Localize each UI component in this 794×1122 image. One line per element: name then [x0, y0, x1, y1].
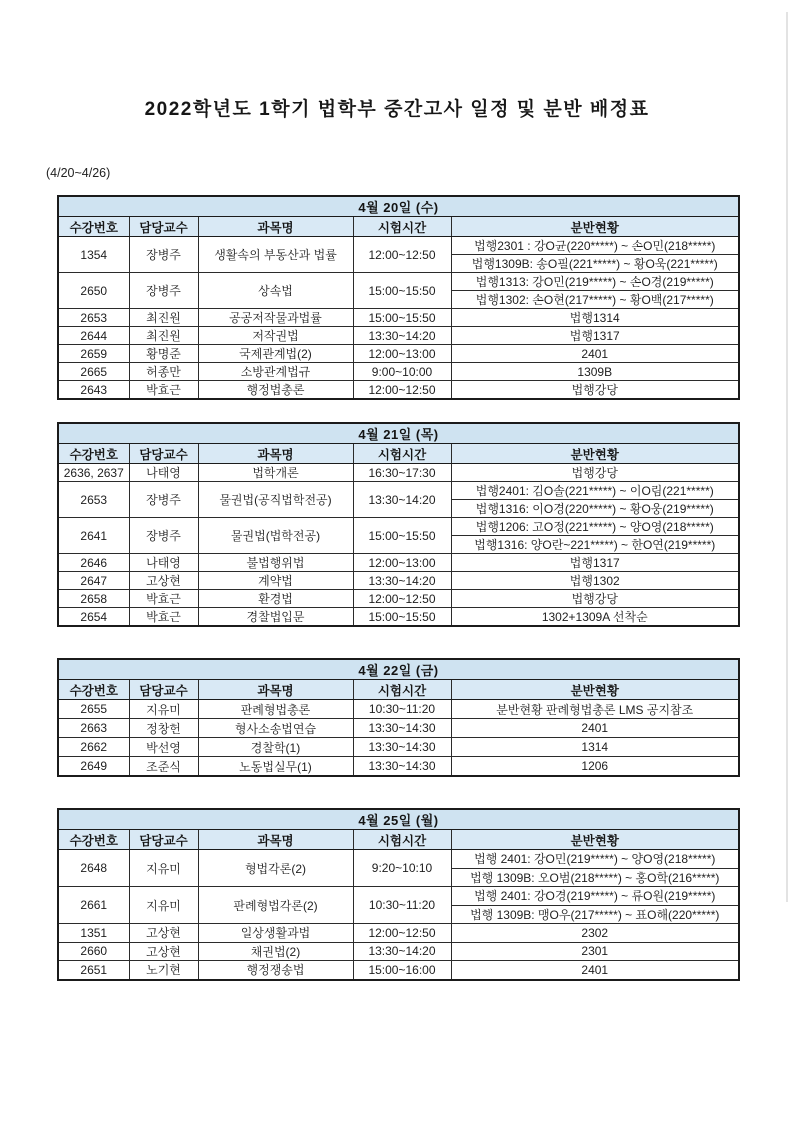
professor-cell: 박효근	[129, 590, 198, 608]
date-band: 4월 21일 (목)	[58, 423, 739, 444]
professor-cell: 박효근	[129, 381, 198, 400]
subject-cell: 판례형법총론	[198, 700, 353, 719]
course-row	[58, 738, 739, 757]
course-row	[58, 757, 739, 777]
subject-cell: 소방관계법규	[198, 363, 353, 381]
column-header: 분반현황	[451, 830, 739, 850]
time-cell: 13:30~14:30	[353, 719, 451, 738]
column-header: 담당교수	[129, 680, 198, 700]
column-header: 분반현황	[451, 444, 739, 464]
course-number-cell: 2643	[58, 381, 129, 400]
professor-cell: 지유미	[129, 700, 198, 719]
column-header: 수강번호	[58, 830, 129, 850]
professor-cell: 조준식	[129, 757, 198, 777]
time-cell: 16:30~17:30	[353, 464, 451, 482]
course-row	[58, 518, 739, 536]
subject-cell: 법학개론	[198, 464, 353, 482]
section-cell: 분반현황 판례형법총론 LMS 공지참조	[451, 700, 739, 719]
section-cell: 법행1317	[451, 327, 739, 345]
subject-cell: 형사소송법연습	[198, 719, 353, 738]
course-row	[58, 237, 739, 255]
course-row	[58, 482, 739, 500]
exam-table-apr20	[57, 195, 738, 400]
time-cell: 10:30~11:20	[353, 887, 451, 924]
time-cell: 13:30~14:20	[353, 482, 451, 518]
section-cell: 법행1309B: 송O필(221*****) ~ 황O욱(221*****)	[451, 255, 739, 273]
column-header-row	[58, 217, 739, 237]
professor-cell: 허종만	[129, 363, 198, 381]
date-range-note: (4/20~4/26)	[46, 166, 111, 180]
section-cell: 법행1313: 강O민(219*****) ~ 손O경(219*****)	[451, 273, 739, 291]
time-cell: 12:00~13:00	[353, 554, 451, 572]
section-cell: 법행1302	[451, 572, 739, 590]
course-row	[58, 572, 739, 590]
section-cell: 법행2401: 김O솔(221*****) ~ 이O림(221*****)	[451, 482, 739, 500]
column-header: 과목명	[198, 444, 353, 464]
professor-cell: 장병주	[129, 482, 198, 518]
course-row	[58, 700, 739, 719]
subject-cell: 상속법	[198, 273, 353, 309]
professor-cell: 박효근	[129, 608, 198, 627]
subject-cell: 계약법	[198, 572, 353, 590]
course-number-cell: 2647	[58, 572, 129, 590]
subject-cell: 물권법(법학전공)	[198, 518, 353, 554]
course-row	[58, 363, 739, 381]
exam-schedule-table	[57, 195, 740, 400]
professor-cell: 장병주	[129, 273, 198, 309]
section-cell: 법행강당	[451, 464, 739, 482]
course-number-cell: 2648	[58, 850, 129, 887]
course-number-cell: 2659	[58, 345, 129, 363]
exam-schedule-table	[57, 422, 740, 627]
section-cell: 2401	[451, 961, 739, 980]
course-row	[58, 327, 739, 345]
column-header: 시험시간	[353, 217, 451, 237]
time-cell: 15:00~15:50	[353, 518, 451, 554]
column-header: 시험시간	[353, 830, 451, 850]
time-cell: 13:30~14:20	[353, 572, 451, 590]
page-title: 2022학년도 1학기 법학부 중간고사 일정 및 분반 배정표	[144, 99, 650, 120]
section-cell: 법행 1309B: 오O범(218*****) ~ 홍O학(216*****)	[451, 868, 739, 887]
date-band: 4월 22일 (금)	[58, 659, 739, 680]
professor-cell: 지유미	[129, 887, 198, 924]
time-cell: 12:00~12:50	[353, 381, 451, 400]
course-row	[58, 887, 739, 906]
course-number-cell: 2650	[58, 273, 129, 309]
section-cell: 2301	[451, 942, 739, 961]
section-cell: 법행 2401: 강O민(219*****) ~ 양O영(218*****)	[451, 850, 739, 869]
time-cell: 15:00~15:50	[353, 608, 451, 627]
professor-cell: 박선영	[129, 738, 198, 757]
time-cell: 13:30~14:30	[353, 738, 451, 757]
course-row	[58, 719, 739, 738]
course-row	[58, 273, 739, 291]
time-cell: 15:00~15:50	[353, 309, 451, 327]
column-header: 담당교수	[129, 830, 198, 850]
section-cell: 법행강당	[451, 381, 739, 400]
column-header: 수강번호	[58, 217, 129, 237]
section-cell: 1309B	[451, 363, 739, 381]
course-row	[58, 942, 739, 961]
subject-cell: 경찰학(1)	[198, 738, 353, 757]
course-number-cell: 2653	[58, 482, 129, 518]
subject-cell: 불법행위법	[198, 554, 353, 572]
time-cell: 12:00~13:00	[353, 345, 451, 363]
section-cell: 1314	[451, 738, 739, 757]
column-header: 과목명	[198, 830, 353, 850]
section-cell: 1302+1309A 선착순	[451, 608, 739, 627]
column-header: 분반현황	[451, 217, 739, 237]
course-number-cell: 1354	[58, 237, 129, 273]
subject-cell: 국제관계법(2)	[198, 345, 353, 363]
column-header: 수강번호	[58, 680, 129, 700]
professor-cell: 정창헌	[129, 719, 198, 738]
course-number-cell: 2641	[58, 518, 129, 554]
course-row	[58, 590, 739, 608]
professor-cell: 나태영	[129, 464, 198, 482]
column-header: 분반현황	[451, 680, 739, 700]
subject-cell: 경찰법입문	[198, 608, 353, 627]
course-number-cell: 2651	[58, 961, 129, 980]
section-cell: 법행강당	[451, 590, 739, 608]
course-row	[58, 961, 739, 980]
section-cell: 법행1316: 양O란~221*****) ~ 한O연(219*****)	[451, 536, 739, 554]
time-cell: 9:20~10:10	[353, 850, 451, 887]
date-band-row	[58, 659, 739, 680]
time-cell: 13:30~14:20	[353, 942, 451, 961]
time-cell: 15:00~16:00	[353, 961, 451, 980]
course-number-cell: 2649	[58, 757, 129, 777]
section-cell: 법행1302: 손O현(217*****) ~ 황O백(217*****)	[451, 291, 739, 309]
column-header: 시험시간	[353, 680, 451, 700]
course-number-cell: 2663	[58, 719, 129, 738]
course-number-cell: 2662	[58, 738, 129, 757]
professor-cell: 나태영	[129, 554, 198, 572]
course-number-cell: 2654	[58, 608, 129, 627]
section-cell: 법행1317	[451, 554, 739, 572]
course-number-cell: 2644	[58, 327, 129, 345]
course-row	[58, 850, 739, 869]
course-number-cell: 2655	[58, 700, 129, 719]
time-cell: 10:30~11:20	[353, 700, 451, 719]
date-band-row	[58, 196, 739, 217]
time-cell: 15:00~15:50	[353, 273, 451, 309]
section-cell: 2401	[451, 719, 739, 738]
date-band: 4월 25일 (월)	[58, 809, 739, 830]
date-band-row	[58, 423, 739, 444]
course-row	[58, 345, 739, 363]
section-cell: 법행2301 : 강O균(220*****) ~ 손O민(218*****)	[451, 237, 739, 255]
course-number-cell: 2636, 2637	[58, 464, 129, 482]
exam-schedule-table	[57, 658, 740, 777]
section-cell: 법행1206: 고O정(221*****) ~ 양O영(218*****)	[451, 518, 739, 536]
course-number-cell: 2661	[58, 887, 129, 924]
scanner-artifact-line	[786, 12, 788, 902]
section-cell: 1206	[451, 757, 739, 777]
subject-cell: 일상생활과법	[198, 924, 353, 943]
course-row	[58, 924, 739, 943]
exam-table-apr22	[57, 658, 738, 777]
course-number-cell: 2646	[58, 554, 129, 572]
course-number-cell: 1351	[58, 924, 129, 943]
subject-cell: 노동법실무(1)	[198, 757, 353, 777]
professor-cell: 최진원	[129, 309, 198, 327]
subject-cell: 행정법총론	[198, 381, 353, 400]
subject-cell: 채권법(2)	[198, 942, 353, 961]
professor-cell: 고상현	[129, 924, 198, 943]
column-header-row	[58, 830, 739, 850]
subject-cell: 저작권법	[198, 327, 353, 345]
column-header: 과목명	[198, 680, 353, 700]
column-header: 담당교수	[129, 217, 198, 237]
time-cell: 12:00~12:50	[353, 237, 451, 273]
column-header-row	[58, 444, 739, 464]
date-band-row	[58, 809, 739, 830]
section-cell: 법행1314	[451, 309, 739, 327]
time-cell: 12:00~12:50	[353, 924, 451, 943]
professor-cell: 고상현	[129, 572, 198, 590]
subject-cell: 환경법	[198, 590, 353, 608]
subject-cell: 공공저작물과법률	[198, 309, 353, 327]
time-cell: 9:00~10:00	[353, 363, 451, 381]
column-header: 과목명	[198, 217, 353, 237]
section-cell: 2302	[451, 924, 739, 943]
subject-cell: 형법각론(2)	[198, 850, 353, 887]
section-cell: 법행 1309B: 맹O우(217*****) ~ 표O해(220*****)	[451, 905, 739, 924]
exam-schedule-table	[57, 808, 740, 981]
column-header: 담당교수	[129, 444, 198, 464]
column-header: 시험시간	[353, 444, 451, 464]
course-number-cell: 2653	[58, 309, 129, 327]
date-band: 4월 20일 (수)	[58, 196, 739, 217]
exam-table-apr21	[57, 422, 738, 627]
course-row	[58, 309, 739, 327]
subject-cell: 행정쟁송법	[198, 961, 353, 980]
professor-cell: 장병주	[129, 518, 198, 554]
professor-cell: 최진원	[129, 327, 198, 345]
professor-cell: 고상현	[129, 942, 198, 961]
time-cell: 13:30~14:30	[353, 757, 451, 777]
column-header-row	[58, 680, 739, 700]
section-cell: 2401	[451, 345, 739, 363]
section-cell: 법행 2401: 강O경(219*****) ~ 류O원(219*****)	[451, 887, 739, 906]
time-cell: 13:30~14:20	[353, 327, 451, 345]
subject-cell: 물권법(공직법학전공)	[198, 482, 353, 518]
course-row	[58, 608, 739, 627]
course-row	[58, 381, 739, 400]
professor-cell: 황명준	[129, 345, 198, 363]
course-number-cell: 2665	[58, 363, 129, 381]
subject-cell: 판례형법각론(2)	[198, 887, 353, 924]
course-row	[58, 554, 739, 572]
professor-cell: 노기현	[129, 961, 198, 980]
professor-cell: 지유미	[129, 850, 198, 887]
professor-cell: 장병주	[129, 237, 198, 273]
course-number-cell: 2658	[58, 590, 129, 608]
time-cell: 12:00~12:50	[353, 590, 451, 608]
section-cell: 법행1316: 이O경(220*****) ~ 황O웅(219*****)	[451, 500, 739, 518]
subject-cell: 생활속의 부동산과 법률	[198, 237, 353, 273]
exam-table-apr25	[57, 808, 738, 981]
course-number-cell: 2660	[58, 942, 129, 961]
column-header: 수강번호	[58, 444, 129, 464]
course-row	[58, 464, 739, 482]
